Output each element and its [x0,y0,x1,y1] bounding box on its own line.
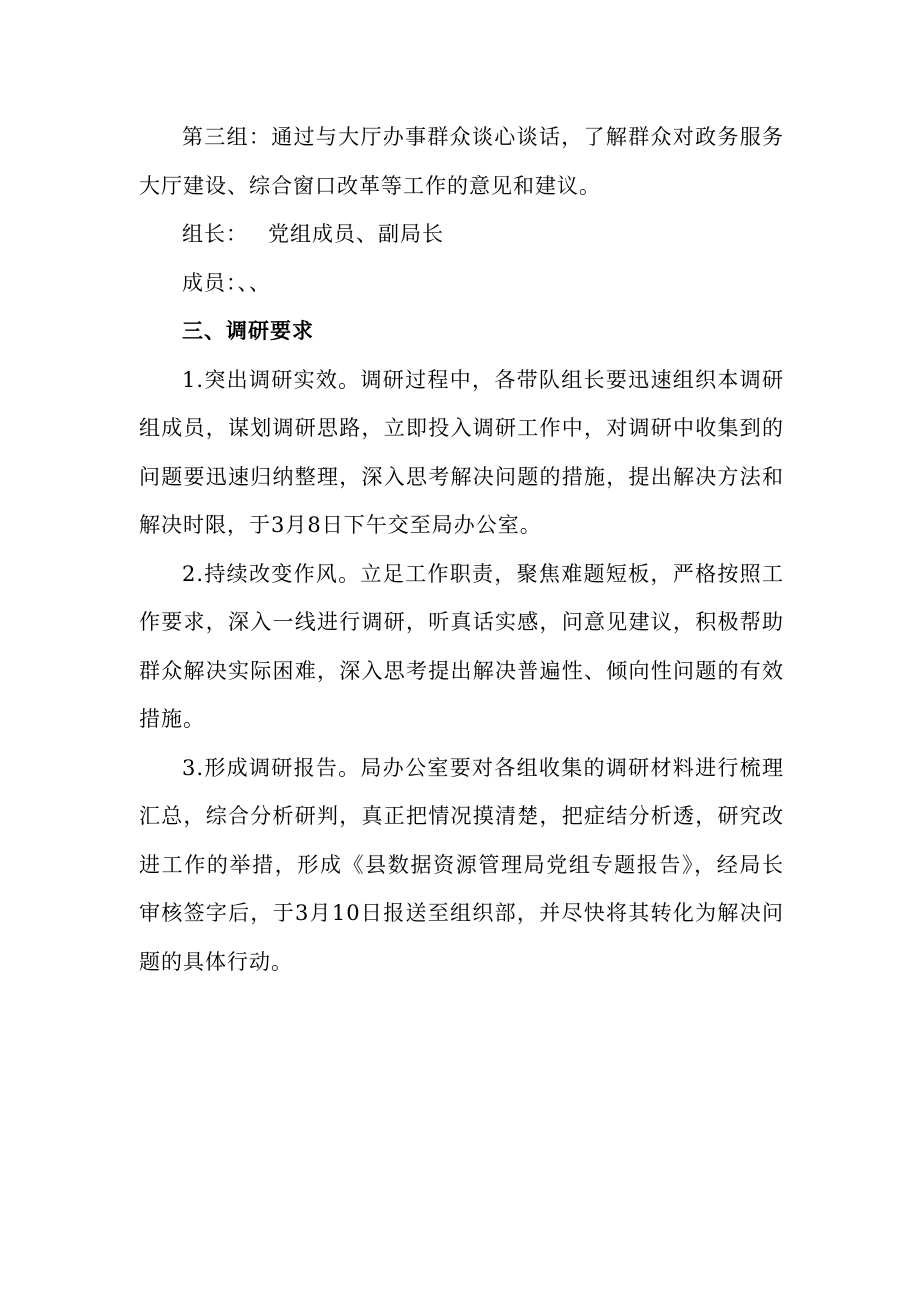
group3-leader-line [139,210,784,259]
group3-intro-paragraph: 第三组：通过与大厅办事群众谈心谈话，了解群众对政务服务大厅建设、综合窗口改革等工作的意见和建议。 [139,125,784,198]
group3-members-line: 成员：、、 [182,270,271,295]
requirement-2-paragraph: 2.持续改变作风。立足工作职责，聚焦难题短板，严格按照工作要求，深入一线进行调研，听真话实感，问意见建议，积极帮助群众解决实际困难，深入思考提出解决普遍性、倾向性问题的有效措施。 [139,561,784,731]
requirement-1-paragraph: 1.突出调研实效。调研过程中，各带队组长要迅速组织本调研组成员，谋划调研思路，立即投入调研工作中，对调研中收集到的问题要迅速归纳整理，深入思考解决问题的措施，提出解决方法和解决时限，于3月8日下午交至局办公室。 [139,367,784,537]
group3-leader-value: 党组成员、副局长 [268,222,444,246]
requirement-3-paragraph: 3.形成调研报告。局办公室要对各组收集的调研材料进行梳理汇总，综合分析研判，真正把情况摸清楚，把症结分析透，研究改进工作的举措，形成《县数据资源管理局党组专题报告》，经局长审核签字后，于3月10日报送至组织部，并尽快将其转化为解决问题的具体行动。 [139,755,784,974]
section3-heading: 三、调研要求 [182,319,314,343]
group3-leader-label: 组长： [182,222,248,246]
document-body [139,113,784,986]
